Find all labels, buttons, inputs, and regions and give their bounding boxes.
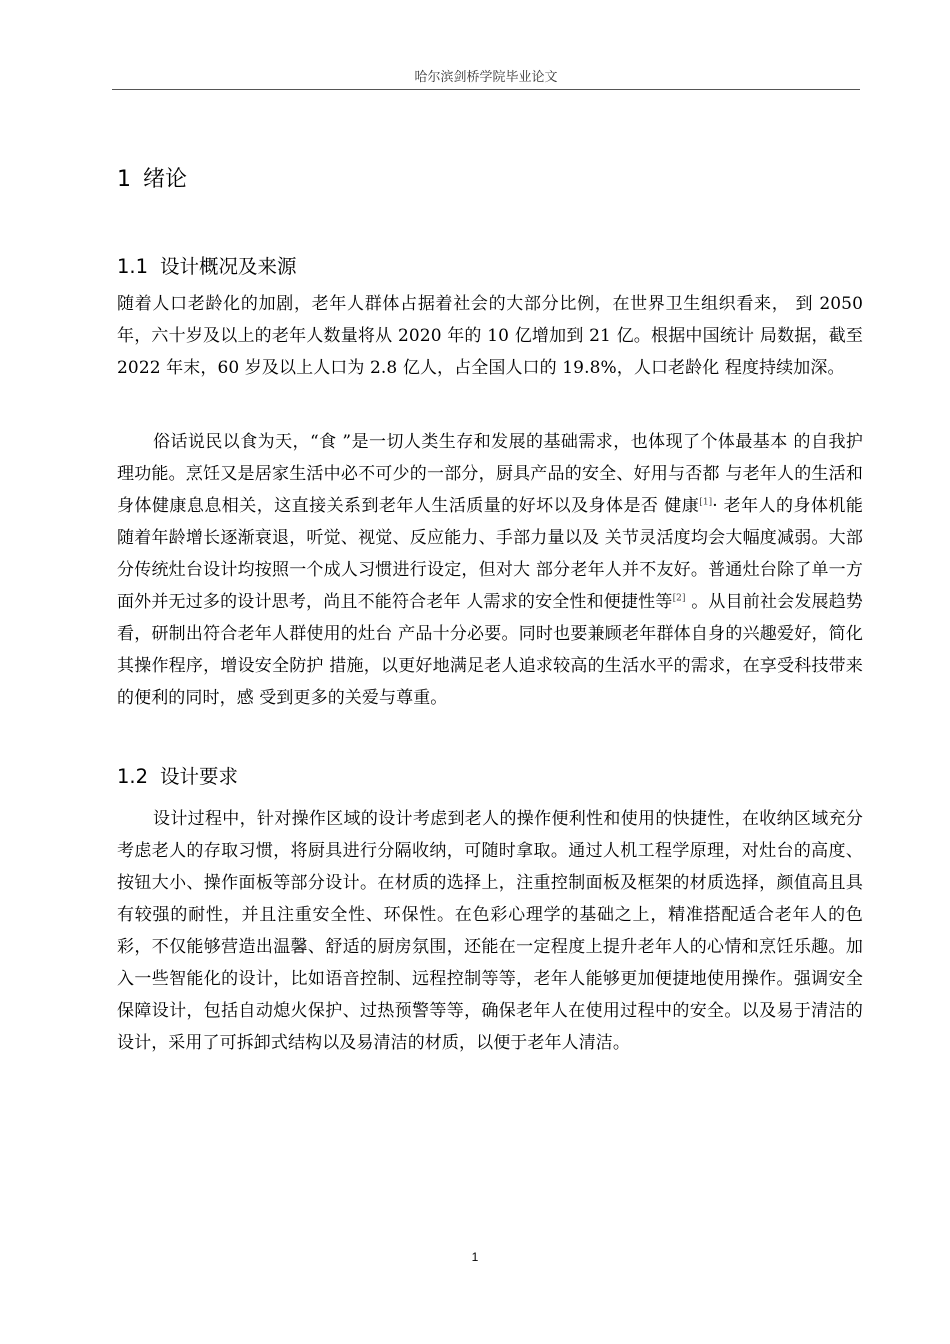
paragraph-text-part-b: · 老年人的身体机能随着年龄增长逐渐衰退，听觉、视觉、反应能力、手部力量以及 关节灵活度均会大幅度减弱。大部分传统灶台设计均按照一个成人习惯进行设定，但对大 部分老年人并不友好。普通灶台除了单一方面外并无过多的设计思考，尚且不能符合老年 人需求的安全性和便捷性等 xyxy=(117,496,863,612)
running-header: 哈尔滨剑桥学院毕业论文 xyxy=(414,70,558,85)
chapter-heading xyxy=(117,162,187,193)
spacer xyxy=(117,260,863,288)
section-1-1-paragraph-2 xyxy=(117,426,863,714)
paragraph-text-part-c: 。从目前社会发展趋势看，研制出符合老年人群使用的灶台 产品十分必要。同时也要兼顾老年群体自身的兴趣爱好，简化其操作程序，增设安全防护 措施，以更好地满足老人追求较高的生活水平的需求，在享受科技带来的便利的同时，感 受到更多的关爱与尊重。 xyxy=(117,592,863,708)
section-title-1-2: 设计要求 xyxy=(160,765,239,788)
header-rule xyxy=(112,89,860,90)
citation-ref-1[interactable]: [1] xyxy=(699,497,713,508)
chapter-title: 绪论 xyxy=(143,167,188,192)
section-title-1-1: 设计概况及来源 xyxy=(160,255,297,278)
page-number: 1 xyxy=(471,1250,479,1264)
section-heading-1-2 xyxy=(117,761,238,789)
section-number-1-2: 1.2 xyxy=(117,765,149,788)
section-1-2-paragraph-1: 设计过程中，针对操作区域的设计考虑到老人的操作便利性和使用的快捷性，在收纳区域充分考虑老人的存取习惯，将厨具进行分隔收纳，可随时拿取。通过人机工程学原理，对灶台的高度、按钮大小、操作面板等部分设计。在材质的选择上，注重控制面板及框架的材质选择，颜值高且具有较强的耐性，并且注重安全性、环保性。在色彩心理学的基础之上，精准搭配适合老年人的色彩，不仅能够营造出温馨、舒适的厨房氛围，还能在一定程度上提升老年人的心情和烹饪乐趣。加入一些智能化的设计，比如语音控制、远程控制等等，老年人能够更加便捷地使用操作。强调安全保障设计，包括自动熄火保护、过热预警等等，确保老年人在使用过程中的安全。以及易于清洁的设计，采用了可拆卸式结构以及易清洁的材质，以便于老年人清洁。 xyxy=(117,809,863,1053)
citation-ref-2[interactable]: [2] xyxy=(672,593,686,604)
chapter-number: 1 xyxy=(117,167,131,192)
paragraph-text-part-a: 俗话说民以食为天，“食 ”是一切人类生存和发展的基础需求，也体现了个体最基本 的自我护理功能。烹饪又是居家生活中必不可少的一部分，厨具产品的安全、好用与否都 与老年人的生活和身体健康息息相关，这直接关系到老年人生活质量的好坏以及身体是否 健康 xyxy=(117,432,863,516)
section-number-1-1: 1.1 xyxy=(117,255,149,278)
section-1-1-paragraph-1 xyxy=(117,260,863,384)
paragraph-text: 随着人口老龄化的加剧，老年人群体占据着社会的大部分比例，在世界卫生组织看来， 到 2050 年，六十岁及以上的老年人数量将从 2020 年的 10 亿增加到 21 亿。根据中国统计 局数据，截至 2022 年末，60 岁及以上人口为 2.8 亿人，占全国人口的 19.8%，人口老龄化 程度持续加深。 xyxy=(117,294,863,378)
